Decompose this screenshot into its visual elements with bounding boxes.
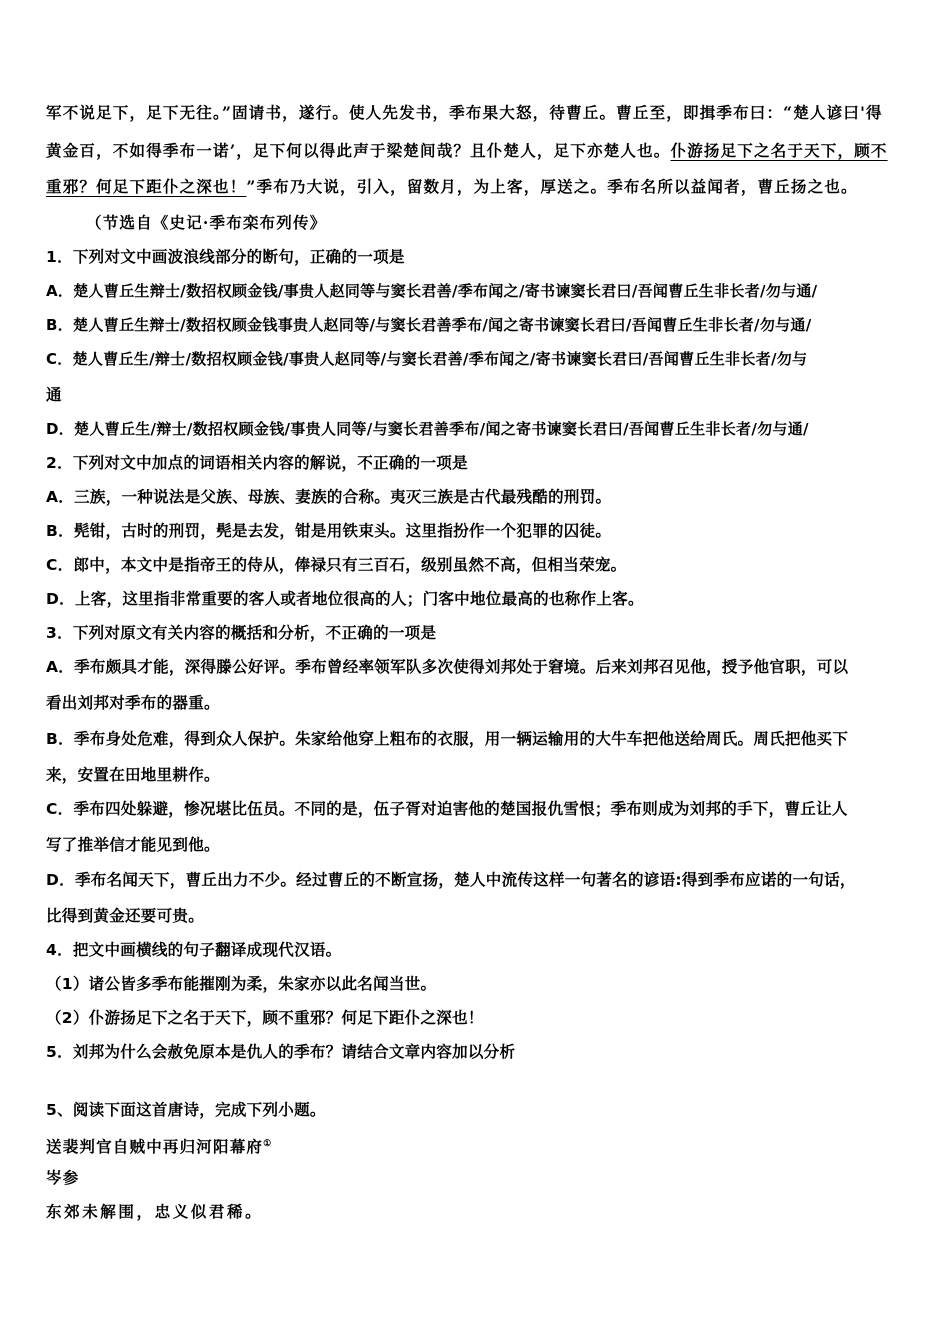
q3-option-d-cont: 比得到黄金还要可贵。 [46, 907, 205, 925]
passage-text: ”季布乃大说，引入，留数月，为上客，厚送之。季布名所以益闻者，曹丘扬之也。 [246, 177, 858, 196]
q2-option-a: A．三族，一种说法是父族、母族、妻族的合称。夷灭三族是古代最残酷的刑罚。 [46, 488, 612, 506]
q4-sentence-1: （1）诸公皆多季布能摧刚为柔，朱家亦以此名闻当世。 [46, 975, 437, 993]
q3-option-b-cont: 来，安置在田地里耕作。 [46, 766, 220, 784]
q1-option-a: A．楚人曹丘生辩士/数招权顾金钱/事贵人赵同等与窦长君善/季布闻之/寄书谏窦长君曰/吾闻曹丘生非长者/勿与通/ [46, 282, 818, 300]
poem-verse-1: 东郊未解围，忠义似君稀。 [46, 1202, 264, 1221]
q2-option-c: C．郎中，本文中是指帝王的侍从，俸禄只有三百石，级别虽然不高，但相当荣宠。 [46, 556, 627, 574]
q3-option-d: D．季布名闻天下，曹丘出力不少。经过曹丘的不断宣扬，楚人中流传这样一句著名的谚语:得到季布应诺的一句话， [46, 871, 856, 889]
q1-option-c: C．楚人曹丘生/辩士/数招权顾金钱/事贵人赵同等/与窦长君善/季布闻之/寄书谏窦长君曰/吾闻曹丘生非长者/勿与 [46, 350, 808, 368]
passage-text: 黄金百，不如得季布一诺’，足下何以得此声于梁楚间哉？且仆楚人，足下亦楚人也。 [46, 141, 671, 160]
q1-stem: 1．下列对文中画波浪线部分的断句，正确的一项是 [46, 248, 405, 266]
q2-stem: 2．下列对文中加点的词语相关内容的解说，不正确的一项是 [46, 454, 468, 472]
q4-stem: 4．把文中画横线的句子翻译成现代汉语。 [46, 941, 342, 959]
passage-line-2 [46, 141, 906, 161]
q5-stem: 5．刘邦为什么会赦免原本是仇人的季布？请结合文章内容加以分析 [46, 1043, 516, 1061]
q1-option-d: D．楚人曹丘生/辩士/数招权顾金钱/事贵人同等/与窦长君善季布/闻之寄书谏窦长君曰/吾闻曹丘生非长者/勿与通/ [46, 420, 809, 438]
passage-line-3 [46, 177, 906, 197]
q1-option-c-cont: 通 [46, 386, 62, 404]
underlined-sentence: 仆游扬足下之名于天下，顾不 [670, 141, 888, 160]
q3-option-c-cont: 写了推举信才能见到他。 [46, 836, 220, 854]
q3-option-c: C．季布四处躲避，惨况堪比伍员。不同的是，伍子胥对迫害他的楚国报仇雪恨；季布则成为刘邦的手下，曹丘让人 [46, 800, 848, 818]
footnote-mark: ① [263, 1139, 273, 1149]
poem-author: 岑参 [46, 1168, 80, 1187]
passage-source: （节选自《史记·季布栾布列传》 [86, 213, 327, 232]
q3-stem: 3．下列对原文有关内容的概括和分析，不正确的一项是 [46, 624, 437, 642]
poem-title [46, 1134, 906, 1157]
q2-option-d: D．上客，这里指非常重要的客人或者地位很高的人；门客中地位最高的也称作上客。 [46, 590, 644, 608]
q3-option-a-cont: 看出刘邦对季布的器重。 [46, 694, 220, 712]
q1-option-b: B．楚人曹丘生辩士/数招权顾金钱事贵人赵同等/与窦长君善季布/闻之寄书谏窦长君曰/吾闻曹丘生非长者/勿与通/ [46, 316, 812, 334]
q2-option-b: B．髡钳，古时的刑罚，髡是去发，钳是用铁束头。这里指扮作一个犯罪的囚徒。 [46, 522, 612, 540]
section5-intro: 5、阅读下面这首唐诗，完成下列小题。 [46, 1101, 326, 1119]
q3-option-a: A．季布颇具才能，深得滕公好评。季布曾经率领军队多次使得刘邦处于窘境。后来刘邦召见他，授予他官职，可以 [46, 658, 849, 676]
underlined-sentence: 重邪？何足下距仆之深也！ [46, 177, 247, 196]
q4-sentence-2: （2）仆游扬足下之名于天下，顾不重邪？何足下距仆之深也！ [46, 1009, 484, 1027]
q3-option-b: B．季布身处危难，得到众人保护。朱家给他穿上粗布的衣服，用一辆运输用的大牛车把他送给周氏。周氏把他买下 [46, 730, 849, 748]
passage-line-1: 军不说足下，足下无往。”固请书，遂行。使人先发书，季布果大怒，待曹丘。曹丘至，即揖季布曰：“楚人谚曰'得 [46, 103, 883, 122]
poem-title-text: 送裴判官自贼中再归河阳幕府 [46, 1137, 264, 1157]
